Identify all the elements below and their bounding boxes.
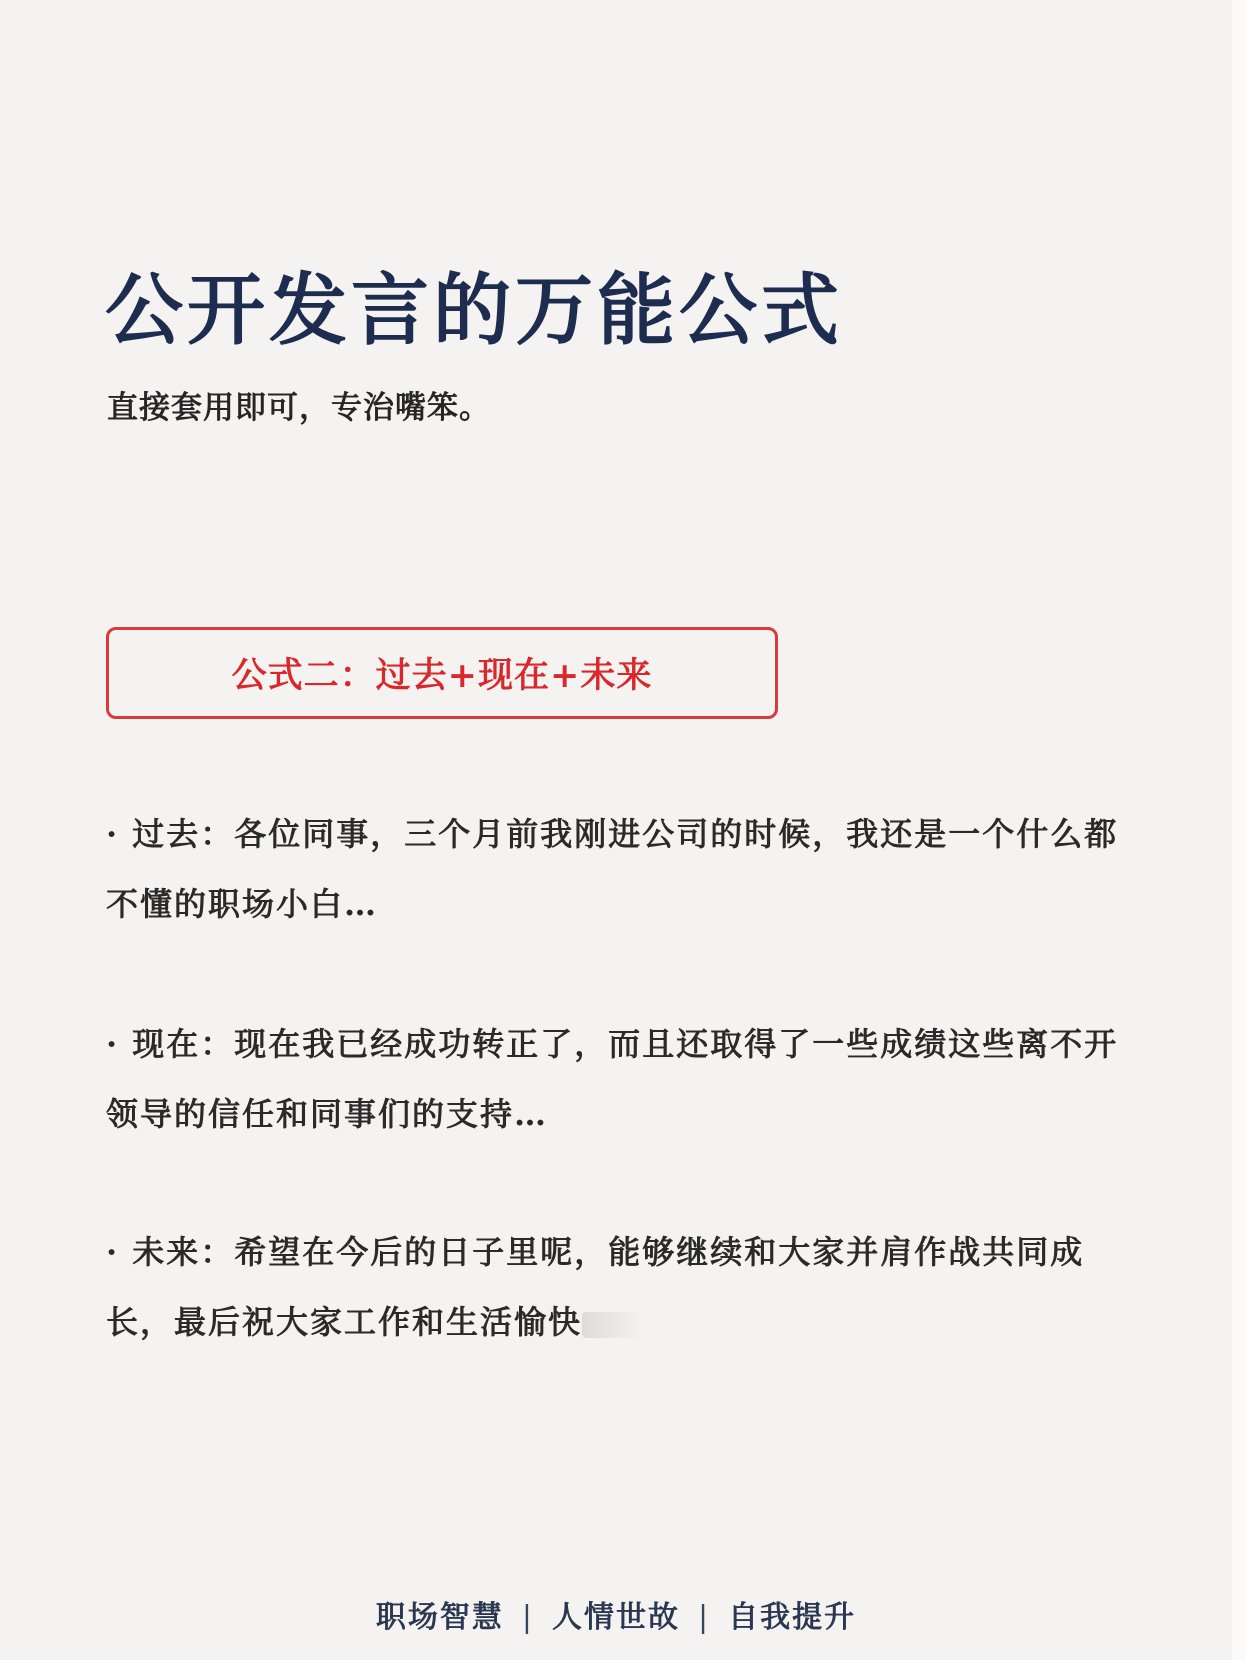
page-title: 公开发言的万能公式 — [105, 265, 844, 356]
footer-separator: | — [698, 1600, 711, 1635]
footer-tags — [0, 1592, 1232, 1636]
footer-tag-growth: 自我提升 — [728, 1600, 857, 1635]
footer-tag-workplace: 职场智慧 — [375, 1600, 504, 1635]
section-present — [106, 1009, 1126, 1149]
footer-separator: | — [521, 1600, 534, 1635]
formula-box — [106, 627, 778, 719]
footer-tag-relations: 人情世故 — [552, 1600, 680, 1635]
section-past — [106, 799, 1126, 939]
page-subtitle: 直接套用即可，专治嘴笨。 — [107, 390, 491, 426]
section-future-text: · 未来：希望在今后的日子里呢，能够继续和大家并肩作战共同成长，最后祝大家工作和生活愉快 — [106, 1233, 1085, 1341]
right-edge-strip — [1232, 0, 1246, 1660]
section-future — [106, 1217, 1126, 1357]
section-present-text: · 现在：现在我已经成功转正了，而且还取得了一些成绩这些离不开领导的信任和同事们的支持… — [106, 1025, 1119, 1133]
section-past-text: · 过去：各位同事，三个月前我刚进公司的时候，我还是一个什么都不懂的职场小白… — [106, 815, 1119, 923]
formula-label: 公式二：过去+现在+未来 — [231, 655, 653, 696]
fade-overlay — [582, 1312, 642, 1338]
